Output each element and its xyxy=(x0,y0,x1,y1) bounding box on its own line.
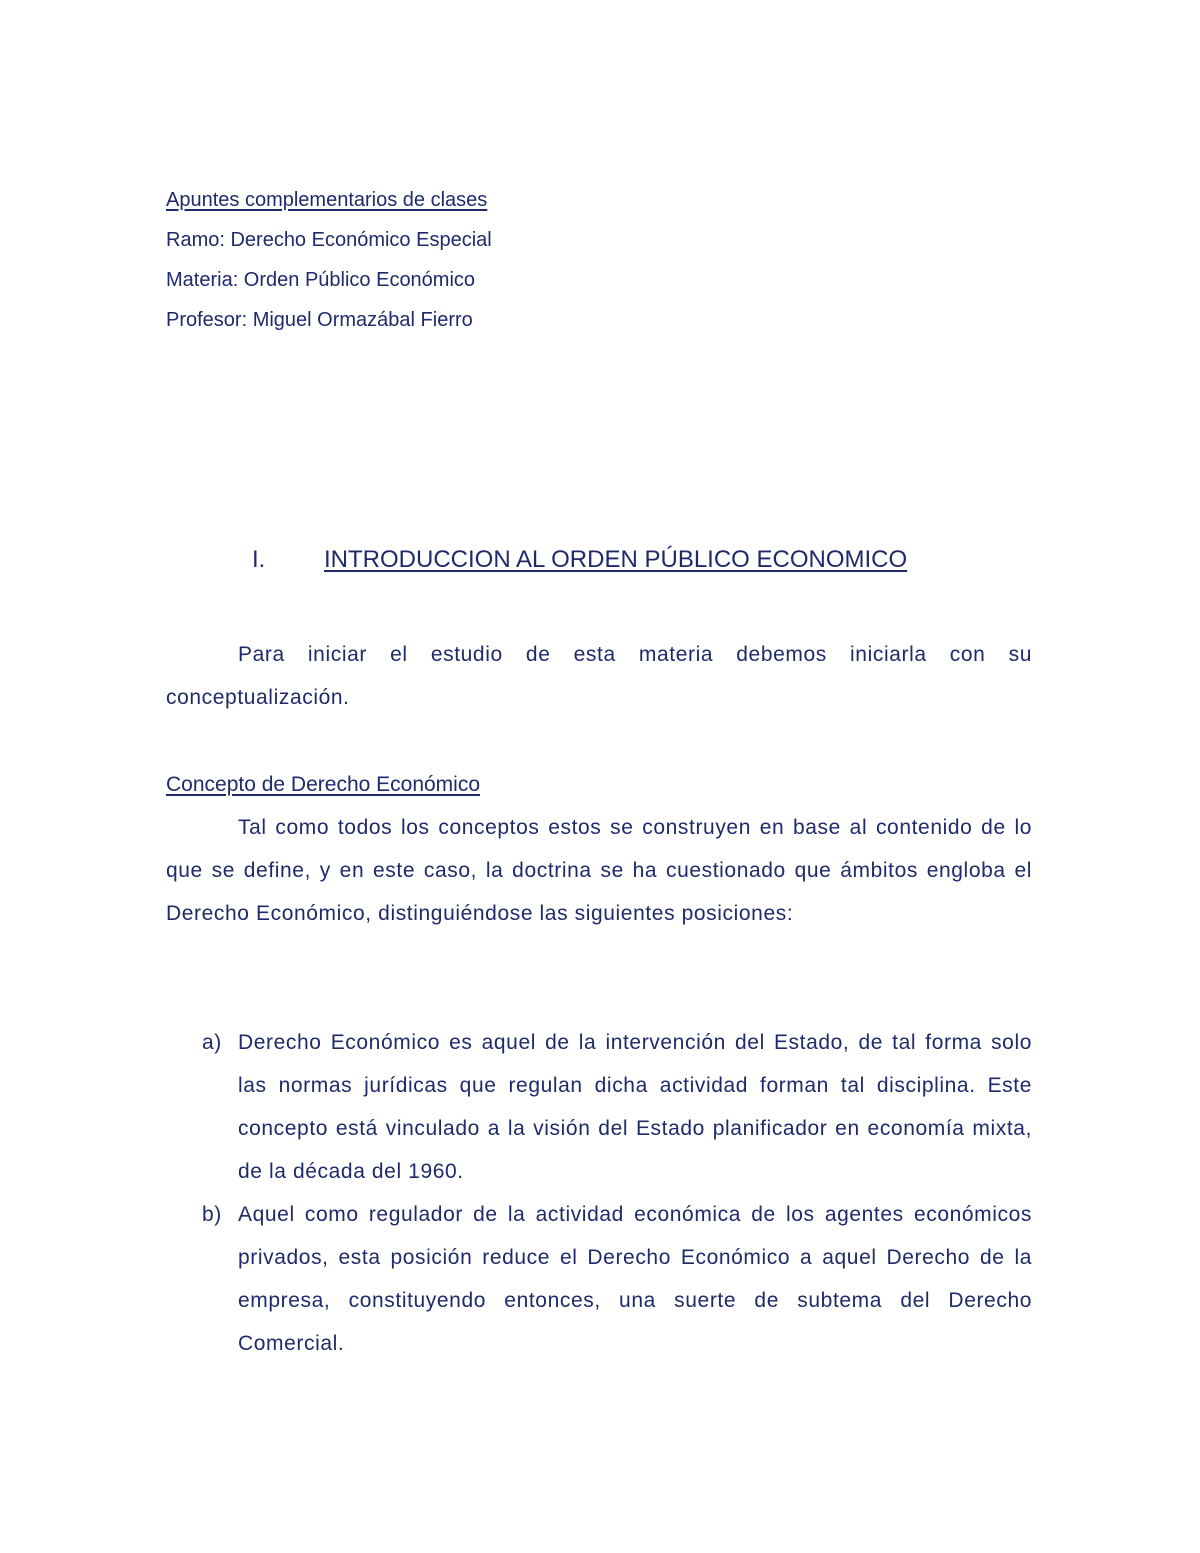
intro-paragraph-text: Para iniciar el estudio de esta materia debemos iniciarla con su conceptualización. xyxy=(166,643,1032,709)
section-title: INTRODUCCION AL ORDEN PÚBLICO ECONOMICO xyxy=(324,546,908,573)
course-line: Ramo: Derecho Económico Especial xyxy=(166,229,492,251)
concept-heading: Concepto de Derecho Económico xyxy=(166,773,481,796)
list-marker: a) xyxy=(202,1031,222,1054)
list-item-text: Aquel como regulador de la actividad económica de los agentes económicos privados, esta posición reduce el Derecho Económico a aquel Derecho de la empresa, constituyendo entonces, una suerte de subtema del Derecho Comercial. xyxy=(238,1203,1032,1355)
concept-paragraph-text: Tal como todos los conceptos estos se construyen en base al contenido de lo que se define, y en este caso, la doctrina se ha cuestionado que ámbitos engloba el Derecho Económico, distinguiéndose las siguientes posiciones: xyxy=(166,816,1032,925)
section-number: I. xyxy=(252,546,266,573)
intro-paragraph xyxy=(166,633,1032,719)
list-item xyxy=(166,1193,1032,1365)
subject-line: Materia: Orden Público Económico xyxy=(166,269,476,291)
document-header xyxy=(166,180,1026,340)
document-title: Apuntes complementarios de clases xyxy=(166,189,488,211)
list-marker: b) xyxy=(202,1203,222,1226)
professor-line: Profesor: Miguel Ormazábal Fierro xyxy=(166,309,473,331)
concept-paragraph xyxy=(166,806,1032,935)
positions-list xyxy=(166,1021,1032,1365)
list-item xyxy=(166,1021,1032,1193)
section-heading xyxy=(252,540,1052,580)
list-item-text: Derecho Económico es aquel de la intervención del Estado, de tal forma solo las normas jurídicas que regulan dicha actividad forman tal disciplina. Este concepto está vinculado a la visión del Estado planificador en economía mixta, de la década del 1960. xyxy=(238,1031,1032,1183)
